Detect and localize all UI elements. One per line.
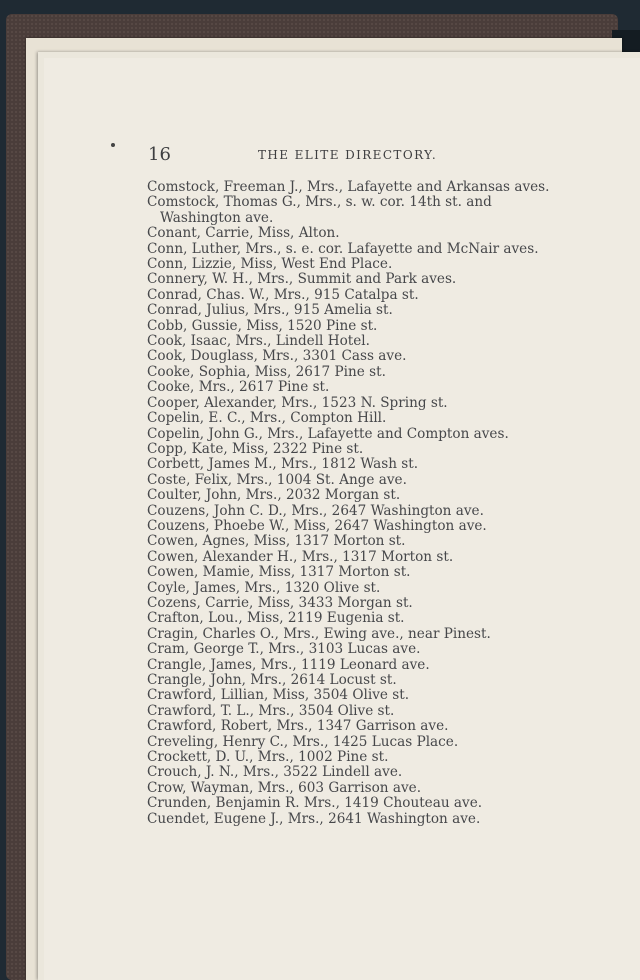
directory-entry: Coulter, John, Mrs., 2032 Morgan st. xyxy=(147,487,401,504)
directory-entry: Crawford, Robert, Mrs., 1347 Garrison ave. xyxy=(147,718,449,735)
directory-entry: Cook, Isaac, Mrs., Lindell Hotel. xyxy=(147,333,370,350)
directory-entry: Conrad, Chas. W., Mrs., 915 Catalpa st. xyxy=(147,286,419,303)
directory-entry: Crow, Wayman, Mrs., 603 Garrison ave. xyxy=(147,779,422,796)
directory-entry: Cuendet, Eugene J., Mrs., 2641 Washington ave. xyxy=(147,810,481,827)
page-header xyxy=(148,144,548,166)
directory-entry: Corbett, James M., Mrs., 1812 Wash st. xyxy=(147,456,419,473)
directory-entry: Crawford, T. L., Mrs., 3504 Olive st. xyxy=(147,702,395,719)
directory-entry: Cooke, Mrs., 2617 Pine st. xyxy=(147,379,330,396)
directory-entry: Couzens, John C. D., Mrs., 2647 Washington ave. xyxy=(147,502,484,519)
directory-entry: Copelin, E. C., Mrs., Compton Hill. xyxy=(147,410,387,427)
directory-entry: Coste, Felix, Mrs., 1004 St. Ange ave. xyxy=(147,471,407,488)
directory-entry: Cram, George T., Mrs., 3103 Lucas ave. xyxy=(147,641,421,658)
running-title: THE ELITE DIRECTORY. xyxy=(258,148,438,162)
directory-entry: Copp, Kate, Miss, 2322 Pine st. xyxy=(147,440,364,457)
directory-entry: Cobb, Gussie, Miss, 1520 Pine st. xyxy=(147,317,378,334)
directory-entry: Cowen, Alexander H., Mrs., 1317 Morton st. xyxy=(147,548,454,565)
directory-entry: Comstock, Freeman J., Mrs., Lafayette and Arkansas aves. xyxy=(147,179,550,195)
directory-entry: Conn, Luther, Mrs., s. e. cor. Lafayette and McNair aves. xyxy=(147,240,539,257)
directory-entry: Cowen, Mamie, Miss, 1317 Morton st. xyxy=(147,564,411,581)
directory-entries xyxy=(147,180,567,827)
directory-entry: Crunden, Benjamin R. Mrs., 1419 Chouteau ave. xyxy=(147,795,483,812)
directory-entry: Coyle, James, Mrs., 1320 Olive st. xyxy=(147,579,381,596)
directory-entry: Couzens, Phoebe W., Miss, 2647 Washington ave. xyxy=(147,517,487,534)
page-number: 16 xyxy=(148,144,171,165)
directory-entry: Connery, W. H., Mrs., Summit and Park aves. xyxy=(147,271,457,288)
directory-entry: Crangle, John, Mrs., 2614 Locust st. xyxy=(147,672,397,688)
directory-entry: Crangle, James, Mrs., 1119 Leonard ave. xyxy=(147,656,430,673)
directory-entry: Comstock, Thomas G., Mrs., s. w. cor. 14th st. and Washington ave. xyxy=(147,194,492,226)
directory-entry: Creveling, Henry C., Mrs., 1425 Lucas Place. xyxy=(147,733,459,750)
directory-entry: Cozens, Carrie, Miss, 3433 Morgan st. xyxy=(147,594,413,611)
directory-entry: Cook, Douglass, Mrs., 3301 Cass ave. xyxy=(147,348,407,365)
directory-entry: Cowen, Agnes, Miss, 1317 Morton st. xyxy=(147,533,406,550)
directory-entry: Conrad, Julius, Mrs., 915 Amelia st. xyxy=(147,302,393,319)
directory-entry: Cooper, Alexander, Mrs., 1523 N. Spring st. xyxy=(147,394,448,411)
directory-entry: Cooke, Sophia, Miss, 2617 Pine st. xyxy=(147,363,386,380)
directory-entry: Cragin, Charles O., Mrs., Ewing ave., near Pinest. xyxy=(147,625,491,642)
directory-entry: Crafton, Lou., Miss, 2119 Eugenia st. xyxy=(147,610,405,627)
ink-dot xyxy=(111,143,115,147)
directory-entry: Crockett, D. U., Mrs., 1002 Pine st. xyxy=(147,749,389,766)
directory-entry: Conant, Carrie, Miss, Alton. xyxy=(147,225,340,242)
directory-entry: Conn, Lizzie, Miss, West End Place. xyxy=(147,256,393,273)
directory-entry: Copelin, John G., Mrs., Lafayette and Compton aves. xyxy=(147,425,509,442)
directory-entry: Crouch, J. N., Mrs., 3522 Lindell ave. xyxy=(147,764,403,781)
directory-entry: Crawford, Lillian, Miss, 3504 Olive st. xyxy=(147,687,410,704)
